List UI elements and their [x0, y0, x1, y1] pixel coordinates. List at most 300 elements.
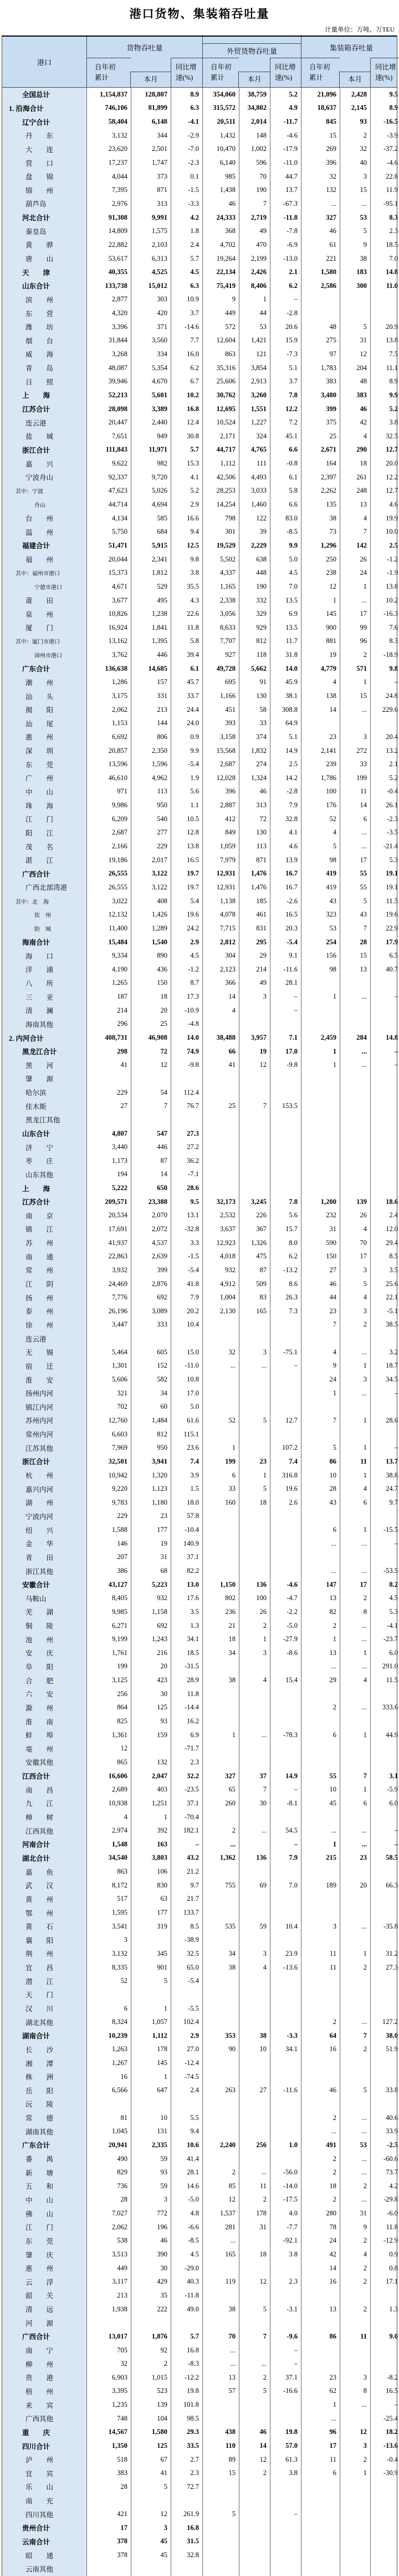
container-growth-cell: 6.0 [370, 1646, 399, 1660]
foreign-cumulative-cell [202, 1660, 239, 1674]
port-name-cell: 汕 头 [2, 689, 86, 703]
foreign-month-cell [239, 2261, 270, 2275]
cargo-month-cell: 178 [131, 2043, 171, 2057]
table-row [2, 156, 397, 170]
port-name-cell: 河南合计 [2, 1838, 86, 1851]
container-cumulative-cell [301, 1974, 340, 1988]
port-name-cell: 云南其他 [2, 2562, 86, 2576]
cargo-month-cell: 45 [131, 2548, 171, 2562]
cargo-cumulative-cell: 20,447 [86, 416, 131, 429]
container-cumulative-cell [301, 2507, 340, 2521]
foreign-cumulative-cell: 119 [202, 2275, 239, 2289]
container-month-cell [340, 293, 370, 307]
container-growth-cell: 51.9 [370, 2043, 399, 2057]
cargo-growth-cell: 21.2 [171, 1865, 202, 1879]
container-month-cell: 261 [340, 470, 370, 484]
foreign-month-cell: 2,014 [239, 115, 270, 129]
foreign-month-cell [239, 2548, 270, 2562]
foreign-growth-cell: 7.9 [270, 798, 301, 812]
foreign-growth-cell [270, 2152, 301, 2166]
container-month-cell: ... [340, 1619, 370, 1633]
cargo-cumulative-cell: 7,027 [86, 2206, 131, 2220]
cargo-growth-cell: 7.4 [171, 1455, 202, 1469]
port-name-cell: 嘉 鱼 [2, 1865, 86, 1879]
foreign-growth-cell: 83.0 [270, 512, 301, 525]
foreign-cumulative-cell: 14 [202, 990, 239, 1004]
port-name-cell: 广东合计 [2, 662, 86, 676]
foreign-month-cell [239, 2124, 270, 2138]
cargo-growth-cell: 115.1 [171, 1428, 202, 1441]
foreign-month-cell: 113 [239, 839, 270, 853]
cargo-month-cell: 20 [131, 1660, 171, 1674]
cargo-cumulative-cell: 2,062 [86, 2220, 131, 2234]
cargo-month-cell: 92 [131, 2344, 171, 2357]
container-month-cell: ... [340, 2111, 370, 2125]
container-growth-cell: 14.8 [370, 1031, 399, 1045]
table-row [2, 374, 397, 388]
table-row [2, 1783, 397, 1796]
container-month-cell: 96 [340, 635, 370, 649]
cargo-growth-cell: 61.6 [171, 1414, 202, 1428]
container-cumulative-cell: 97 [301, 347, 340, 361]
table-row [2, 1537, 397, 1551]
container-growth-cell: -23.7 [370, 1632, 399, 1646]
foreign-growth-cell: -14.0 [270, 2179, 301, 2193]
foreign-month-cell: 7 [239, 197, 270, 211]
table-row [2, 88, 397, 102]
cargo-month-cell: 45 [131, 2535, 171, 2549]
foreign-cumulative-cell [202, 1564, 239, 1578]
foreign-month-cell: 3,260 [239, 388, 270, 402]
cargo-month-cell: 125 [131, 1701, 171, 1715]
cargo-month-cell: 371 [131, 320, 171, 334]
cargo-month-cell: 1,540 [131, 935, 171, 949]
container-cumulative-cell: 28 [301, 1482, 340, 1496]
cargo-month-cell: 392 [131, 1824, 171, 1838]
cargo-cumulative-cell: 41 [86, 1058, 131, 1072]
port-name-cell: 黄 骅 [2, 238, 86, 252]
table-row [2, 798, 397, 812]
foreign-cumulative-cell: 38 [202, 2302, 239, 2316]
foreign-cumulative-cell: 12,931 [202, 867, 239, 881]
foreign-growth-cell [270, 1086, 301, 1100]
table-row [2, 2507, 397, 2521]
foreign-cumulative-cell: 2,171 [202, 429, 239, 443]
cargo-month-cell: 812 [131, 1428, 171, 1441]
foreign-growth-cell: -16.6 [270, 2385, 301, 2398]
container-cumulative-cell: 16 [301, 2275, 340, 2289]
cargo-growth-cell: -8.3 [171, 2357, 202, 2371]
cargo-growth-cell [171, 2562, 202, 2576]
foreign-growth-cell: 19.8 [270, 2426, 301, 2440]
container-month-cell: 6 [340, 812, 370, 826]
container-month-cell [340, 1168, 370, 1182]
foreign-growth-cell: -3.1 [270, 2302, 301, 2316]
table-row [2, 1441, 397, 1455]
container-growth-cell: 4.2 [370, 2179, 399, 2193]
container-growth-cell: -6.0 [370, 2206, 399, 2220]
port-name-cell: 四川合计 [2, 2439, 86, 2453]
cargo-growth-cell: -7.1 [171, 1168, 202, 1182]
cargo-cumulative-cell: 28,098 [86, 402, 131, 416]
foreign-growth-cell: 54.5 [270, 1824, 301, 1838]
cargo-month-cell: 131 [131, 2124, 171, 2138]
container-cumulative-cell: 135 [301, 498, 340, 512]
port-name-cell: 东 营 [2, 306, 86, 320]
foreign-month-cell: 3 [239, 990, 270, 1004]
container-growth-cell: 12.2 [370, 470, 399, 484]
cargo-cumulative-cell: 378 [86, 2548, 131, 2562]
table-row [2, 1181, 397, 1195]
cargo-growth-cell: 16.5 [171, 853, 202, 867]
container-month-cell: 183 [340, 265, 370, 279]
container-growth-cell: 7.5 [370, 347, 399, 361]
container-growth-cell [370, 1086, 399, 1100]
foreign-growth-cell [270, 1523, 301, 1537]
cargo-cumulative-cell: 136,638 [86, 662, 131, 676]
container-growth-cell: 27.3 [370, 1961, 399, 1975]
container-month-cell: 4 [340, 429, 370, 443]
cargo-month-cell: 2,440 [131, 416, 171, 429]
table-row [2, 2412, 397, 2426]
foreign-growth-cell [270, 2316, 301, 2330]
foreign-cumulative-cell: 4,702 [202, 238, 239, 252]
foreign-month-cell: 5 [239, 2385, 270, 2398]
cargo-cumulative-cell: 1,154,837 [86, 88, 131, 102]
container-month-cell: 28 [340, 935, 370, 949]
port-name-cell: 亳 州 [2, 1742, 86, 1756]
foreign-month-cell: 136 [239, 1851, 270, 1865]
cargo-cumulative-cell: 3,132 [86, 1947, 131, 1961]
foreign-cumulative-cell: 2,130 [202, 1304, 239, 1318]
container-month-cell: 2 [340, 1591, 370, 1605]
container-month-cell: 2 [340, 1961, 370, 1975]
container-month-cell: 5 [340, 320, 370, 334]
container-growth-cell [370, 1004, 399, 1018]
cargo-cumulative-cell: 1,595 [86, 1906, 131, 1920]
port-name-cell: 镇江内河 [2, 1400, 86, 1414]
container-cumulative-cell: 1 [301, 1058, 340, 1072]
foreign-cumulative-cell [202, 1906, 239, 1920]
container-month-cell: 4 [340, 1222, 370, 1236]
container-cumulative-cell [301, 2344, 340, 2357]
port-name-cell: 2. 内河合计 [2, 1031, 86, 1045]
table-row [2, 2179, 397, 2193]
container-cumulative-cell: 399 [301, 402, 340, 416]
container-growth-cell: – [370, 676, 399, 690]
container-growth-cell [370, 1018, 399, 1031]
foreign-cumulative-cell: 396 [202, 785, 239, 799]
container-growth-cell: 20.4 [370, 730, 399, 744]
container-growth-cell: -15.5 [370, 1523, 399, 1537]
foreign-cumulative-cell: 6 [202, 1469, 239, 1482]
container-growth-cell: 8.3 [370, 211, 399, 225]
foreign-month-cell [239, 1755, 270, 1769]
cargo-cumulative-cell: 17,691 [86, 1222, 131, 1236]
foreign-month-cell: 38,759 [239, 88, 270, 102]
foreign-cumulative-cell: 21 [202, 1619, 239, 1633]
foreign-month-cell: 638 [239, 553, 270, 566]
cargo-cumulative-cell: 92,337 [86, 470, 131, 484]
container-month-cell: 2 [340, 2302, 370, 2316]
cargo-cumulative-cell: 5,222 [86, 1181, 131, 1195]
cargo-month-cell: 1,251 [131, 1796, 171, 1810]
table-row [2, 197, 397, 211]
container-month-cell: ... [340, 2152, 370, 2166]
table-row [2, 812, 397, 826]
foreign-growth-cell [270, 2111, 301, 2125]
port-name-cell: 三 亚 [2, 990, 86, 1004]
container-cumulative-cell: 29 [301, 1673, 340, 1687]
table-row [2, 1496, 397, 1510]
foreign-cumulative-cell: 2,532 [202, 1209, 239, 1223]
foreign-cumulative-cell: 354,060 [202, 88, 239, 102]
foreign-growth-cell: 4.6 [270, 839, 301, 853]
container-month-cell: 2 [340, 129, 370, 143]
container-month-cell [340, 1181, 370, 1195]
port-name-cell: 来 宾 [2, 2398, 86, 2412]
port-name-cell: 黄 石 [2, 1920, 86, 1934]
table-row [2, 1755, 397, 1769]
foreign-month-cell [239, 2152, 270, 2166]
foreign-cumulative-cell [202, 2494, 239, 2508]
foreign-growth-cell [270, 2562, 301, 2576]
container-cumulative-cell: 2,459 [301, 1031, 340, 1045]
table-row [2, 1414, 397, 1428]
container-month-cell [340, 1154, 370, 1168]
port-name-cell: 广 州 [2, 771, 86, 785]
foreign-growth-cell: 15.4 [270, 1673, 301, 1687]
container-growth-cell: – [370, 1824, 399, 1838]
container-month-cell: 3 [340, 1304, 370, 1318]
container-cumulative-cell: 375 [301, 416, 340, 429]
container-month-cell: ... [340, 2124, 370, 2138]
foreign-month-cell: 374 [239, 730, 270, 744]
cargo-growth-cell: 8.7 [171, 976, 202, 990]
container-growth-cell: -0.4 [370, 2453, 399, 2467]
foreign-month-cell: 509 [239, 1277, 270, 1291]
container-cumulative-cell: 86 [301, 1455, 340, 1469]
container-month-cell: 12 [340, 347, 370, 361]
cargo-growth-cell: 4.3 [171, 594, 202, 608]
foreign-growth-cell: 3.7 [270, 374, 301, 388]
foreign-month-cell [239, 2398, 270, 2412]
foreign-month-cell: 812 [239, 635, 270, 649]
table-row [2, 1947, 397, 1961]
foreign-month-cell: ... [239, 1359, 270, 1373]
port-name-cell: 四川其他 [2, 2507, 86, 2521]
cargo-growth-cell: 10.5 [171, 812, 202, 826]
foreign-cumulative-cell: 2,887 [202, 798, 239, 812]
table-row [2, 1728, 397, 1742]
throughput-table [2, 36, 397, 2576]
foreign-month-cell: 121 [239, 347, 270, 361]
cargo-growth-cell: 133.7 [171, 1906, 202, 1920]
cargo-cumulative-cell: 746,106 [86, 102, 131, 115]
foreign-cumulative-cell: 2,687 [202, 757, 239, 771]
cargo-cumulative-cell: 3,440 [86, 1140, 131, 1154]
container-month-cell: 48 [340, 374, 370, 388]
foreign-cumulative-cell: 57 [202, 2385, 239, 2398]
cargo-cumulative-cell: 20,044 [86, 553, 131, 566]
cargo-cumulative-cell: 213 [86, 2289, 131, 2302]
port-name-cell: 潜 江 [2, 1974, 86, 1988]
cargo-growth-cell: 2.7 [171, 2453, 202, 2467]
foreign-growth-cell: 16.5 [270, 908, 301, 922]
cargo-month-cell: 144 [131, 716, 171, 730]
foreign-month-cell: 33 [239, 716, 270, 730]
container-growth-cell [370, 1714, 399, 1728]
container-cumulative-cell: 881 [301, 635, 340, 649]
cargo-cumulative-cell: 14,567 [86, 2426, 131, 2440]
container-month-cell [340, 2548, 370, 2562]
port-name-cell: 宜 宾 [2, 2466, 86, 2480]
container-growth-cell: 3.2 [370, 1345, 399, 1359]
cargo-month-cell: 303 [131, 293, 171, 307]
port-name-cell: 其中：宁波 [2, 484, 86, 498]
cargo-cumulative-cell: 1,361 [86, 1728, 131, 1742]
foreign-growth-cell: 14.9 [270, 1769, 301, 1783]
port-name-cell: 金 华 [2, 1537, 86, 1551]
foreign-cumulative-cell [202, 2535, 239, 2549]
port-name-cell: 广西其他 [2, 2412, 86, 2426]
table-row [2, 839, 397, 853]
cargo-month-cell: 104 [131, 2412, 171, 2426]
container-growth-cell: 38.0 [370, 2029, 399, 2043]
container-month-cell: 3 [340, 1373, 370, 1386]
cargo-growth-cell: 5.5 [171, 2111, 202, 2125]
container-growth-cell: -3.5 [370, 826, 399, 840]
cargo-month-cell: 3,122 [131, 867, 171, 881]
foreign-growth-cell: -11.7 [270, 115, 301, 129]
container-month-cell [340, 2562, 370, 2576]
foreign-month-cell: 4 [239, 1961, 270, 1975]
foreign-month-cell: 29 [239, 949, 270, 963]
cargo-month-cell: 113 [131, 785, 171, 799]
cargo-cumulative-cell: 28 [86, 2480, 131, 2494]
container-month-cell: 55 [340, 867, 370, 881]
cargo-month-cell: 150 [131, 976, 171, 990]
foreign-cumulative-cell [202, 1892, 239, 1906]
container-cumulative-cell: 2,586 [301, 279, 340, 293]
cargo-month-cell: 10 [131, 2111, 171, 2125]
cargo-cumulative-cell: 9,334 [86, 949, 131, 963]
table-row [2, 2084, 397, 2098]
foreign-cumulative-cell: 1,362 [202, 1851, 239, 1865]
port-name-cell: 湖北合计 [2, 1851, 86, 1865]
container-cumulative-cell [301, 1714, 340, 1728]
cargo-cumulative-cell: 16,606 [86, 1769, 131, 1783]
foreign-cumulative-cell: 46 [202, 197, 239, 211]
cargo-cumulative-cell [86, 1332, 131, 1345]
cargo-cumulative-cell: 4,190 [86, 963, 131, 976]
foreign-cumulative-cell: 38 [202, 1961, 239, 1975]
foreign-cumulative-cell: 4,078 [202, 908, 239, 922]
cargo-growth-cell: 17.3 [171, 990, 202, 1004]
container-month-cell: ... [340, 1345, 370, 1359]
table-row [2, 553, 397, 566]
foreign-growth-cell [270, 2535, 301, 2549]
cargo-cumulative-cell: 19,186 [86, 853, 131, 867]
port-name-cell: 云南合计 [2, 2535, 86, 2549]
table-row [2, 238, 397, 252]
container-cumulative-cell [301, 2357, 340, 2371]
container-cumulative-cell: 100 [301, 785, 340, 799]
port-name-cell: 宿 迁 [2, 1359, 86, 1373]
cargo-cumulative-cell: 421 [86, 2507, 131, 2521]
container-month-cell: 3 [340, 1263, 370, 1277]
cargo-month-cell [131, 1072, 171, 1086]
cargo-cumulative-cell: 4 [86, 1810, 131, 1824]
foreign-growth-cell: 31.8 [270, 648, 301, 662]
foreign-month-cell: 3 [239, 1646, 270, 1660]
container-month-cell: 300 [340, 279, 370, 293]
container-cumulative-cell [301, 1140, 340, 1154]
container-cumulative-cell: 1 [301, 1838, 340, 1851]
table-row [2, 320, 397, 334]
foreign-cumulative-cell: 12,923 [202, 1236, 239, 1250]
foreign-growth-cell [270, 1181, 301, 1195]
cargo-growth-cell: 28.9 [171, 1673, 202, 1687]
container-month-cell: 3 [340, 2371, 370, 2385]
foreign-cumulative-cell: 2,338 [202, 594, 239, 608]
table-row [2, 2494, 397, 2508]
container-month-cell: ... [340, 1632, 370, 1646]
container-growth-cell: -0.4 [370, 785, 399, 799]
foreign-month-cell: 185 [239, 894, 270, 908]
table-row [2, 607, 397, 621]
port-name-cell: 丹 东 [2, 129, 86, 143]
cargo-growth-cell: 5.8 [171, 635, 202, 649]
table-row [2, 129, 397, 143]
container-cumulative-cell: 38 [301, 512, 340, 525]
container-month-cell: 5 [340, 2084, 370, 2098]
cargo-growth-cell: 18.5 [171, 1646, 202, 1660]
container-growth-cell [370, 1181, 399, 1195]
container-growth-cell [370, 1428, 399, 1441]
container-growth-cell: 18.2 [370, 2426, 399, 2440]
container-growth-cell: 1.3 [370, 2302, 399, 2316]
container-month-cell: 1 [340, 580, 370, 594]
table-row [2, 648, 397, 662]
table-row [2, 1578, 397, 1592]
unit-note: 计量单位：万吨、万TEU [325, 27, 395, 33]
table-row [2, 1961, 397, 1975]
table-row [2, 1619, 397, 1633]
foreign-cumulative-cell [202, 2548, 239, 2562]
port-name-cell: 潍 坊 [2, 320, 86, 334]
cargo-growth-cell: -3.3 [171, 197, 202, 211]
container-month-cell [340, 1428, 370, 1441]
cargo-growth-cell: -32.8 [171, 1222, 202, 1236]
foreign-growth-cell [270, 1742, 301, 1756]
container-cumulative-cell: 10 [301, 1469, 340, 1482]
table-row [2, 1018, 397, 1031]
container-growth-cell [370, 2521, 399, 2535]
table-row [2, 2521, 397, 2535]
foreign-growth-cell [270, 2015, 301, 2029]
foreign-growth-cell: -11.6 [270, 2084, 301, 2098]
cargo-growth-cell: 1.5 [171, 1482, 202, 1496]
cargo-growth-cell: -1.2 [171, 963, 202, 976]
container-cumulative-cell [301, 1127, 340, 1141]
foreign-cumulative-cell: 2 [202, 1824, 239, 1838]
container-month-cell [340, 1099, 370, 1113]
foreign-growth-cell: 6.2 [270, 1249, 301, 1263]
cargo-cumulative-cell: 9,783 [86, 1496, 131, 1510]
foreign-month-cell [239, 1742, 270, 1756]
table-row [2, 1646, 397, 1660]
